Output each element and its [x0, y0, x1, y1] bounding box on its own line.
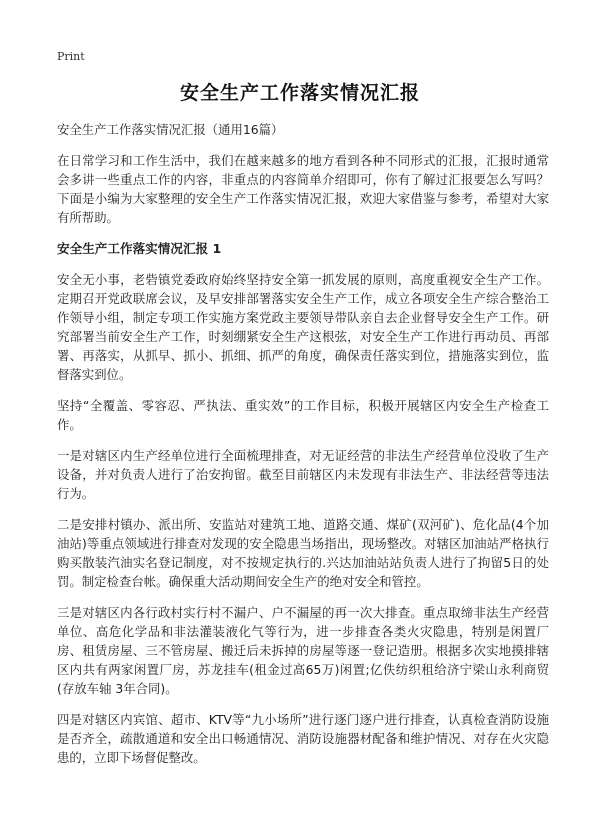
paragraph: 三是对辖区内各行政村实行村不漏户、户不漏屋的再一次大排查。重点取缔非法生产经营单位、高危化学品和非法灌装液化气等行为，进一步排查各类火灾隐患，特别是闲置厂房、租赁房屋、三不管房屋、搬迁后未拆掉的房屋等逐一登记造册。根据多次实地摸排辖区内共有两家闲置厂房，苏龙挂车(租金过高65万)闲置;亿佚纺织租给济宁梁山永利商贸(存放车轴 3年合同)。 — [57, 605, 549, 696]
page-title: 安全生产工作落实情况汇报 — [179, 82, 420, 104]
intro-paragraph: 在日常学习和工作生活中，我们在越来越多的地方看到各种不同形式的汇报，汇报时通常会多讲一些重点工作的内容，非重点的内容简单介绍即可，你有了解过汇报要怎么写吗？下面是小编为大家整理的安全生产工作落实情况汇报，欢迎大家借鉴与参考，希望对大家有所帮助。 — [57, 153, 549, 225]
paragraph: 二是安排村镇办、派出所、安监站对建筑工地、道路交通、煤矿(双河矿)、危化品(4个加油站)等重点领域进行排查对发现的安全隐患当场指出，现场整改。对辖区加油站严格执行购买散装汽油实名登记制度，对不按规定执行的.兴达加油站站负责人进行了拘留5日的处罚。制定检查台帐。确保重大活动期间安全生产的绝对安全和管控。 — [57, 517, 549, 589]
print-link[interactable]: Print — [57, 50, 85, 63]
document-body — [57, 120, 549, 779]
paragraph: 安全无小事，老砦镇党委政府始终坚持安全第一抓发展的原则，高度重视安全生产工作。定期召开党政联席会议，及早安排部署落实安全生产工作，成立各项安全生产综合整治工作领导小组，制定专项工作实施方案党政主要领导带队亲自去企业督导安全生产工作。研究部署当前安全生产工作，时刻绷紧安全生产这根弦，对安全生产工作进行再动员、再部署、再落实，从抓早、抓小、抓细、抓严的角度，确保责任落实到位，措施落实到位，监督落实到位。 — [57, 272, 549, 382]
paragraph: 坚持“全覆盖、零容忍、严执法、重实效”的工作目标，积极开展辖区内安全生产检查工作。 — [57, 398, 549, 432]
section-heading: 安全生产工作落实情况汇报 1 — [57, 241, 222, 256]
paragraph: 一是对辖区内生产经单位进行全面梳理排查，对无证经营的非法生产经营单位没收了生产设备，并对负责人进行了治安拘留。截至目前辖区内未发现有非法生产、非法经营等违法行为。 — [57, 448, 549, 501]
document-subtitle: 安全生产工作落实情况汇报（通用16篇） — [57, 122, 284, 137]
paragraph: 四是对辖区内宾馆、超市、KTV等“九小场所”进行逐门逐户进行排查，认真检查消防设施是否齐全，疏散通道和安全出口畅通情况、消防设施器材配备和维护情况、对存在火灾隐患的，立即下场督促整改。 — [57, 712, 549, 765]
